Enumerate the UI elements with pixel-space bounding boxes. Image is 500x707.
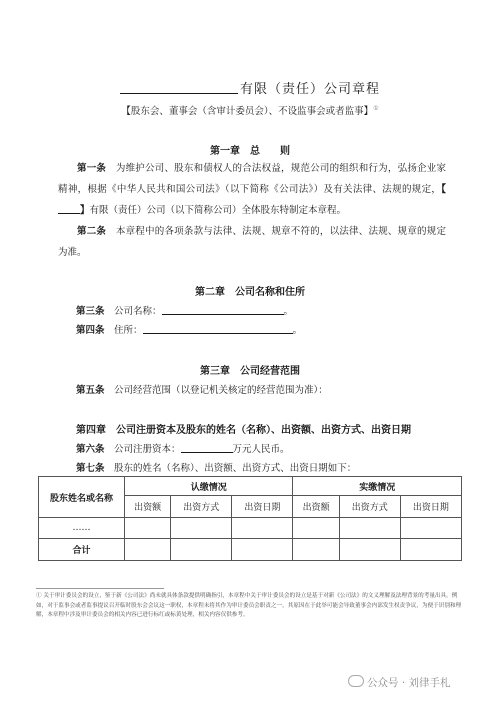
footnote-mark: ① — [36, 593, 42, 599]
article-1-text-a: 为维护公司、股东和债权人的合法权益，规范公司的组织和行为，弘扬企业家精神，根据《中华人民共和国公司法》（以下简称《公司法》）及有关法律、法规的规定， — [58, 163, 446, 195]
table-cell — [400, 518, 461, 539]
table-cell — [125, 539, 171, 561]
article-7-text: 股东的姓名（名称）、出资额、出资方式、出资日期如下： — [114, 463, 357, 474]
article-2-text: 本章程中的各项条款与法律、法规、规章不符的，以法律、法规、规章的规定为准。 — [58, 226, 446, 258]
article-1-label: 第一条 — [77, 163, 107, 174]
article-6-text: 公司注册资本： — [114, 444, 181, 455]
article-3-end: 。 — [283, 306, 294, 317]
table-header-row — [39, 477, 462, 496]
article-5-label: 第五条 — [76, 385, 105, 396]
shareholder-table — [38, 476, 462, 561]
table-cell — [339, 518, 400, 539]
row-ellipsis-label: …… — [39, 518, 125, 539]
table-cell — [232, 539, 293, 561]
article-7-label: 第七条 — [76, 463, 105, 474]
article-1-bracket-close: 】 — [80, 205, 90, 216]
title-text: 有限（责任）公司章程 — [239, 82, 380, 97]
article-4-text: 住所： — [114, 325, 143, 336]
article-7 — [76, 460, 356, 474]
chapter-3-heading: 第三章 公司经营范围 — [200, 366, 300, 377]
col-paid-amount: 出资额 — [293, 496, 339, 518]
col-subscribed-amount: 出资额 — [125, 496, 171, 518]
article-6-label: 第六条 — [76, 444, 105, 455]
chapter-2-heading: 第二章 公司名称和住所 — [195, 287, 305, 298]
article-4-label: 第四条 — [76, 325, 105, 336]
col-paid-method: 出资方式 — [339, 496, 400, 518]
table-cell — [232, 518, 293, 539]
footnote — [36, 592, 466, 621]
article-5-text: 公司经营范围（以登记机关核定的经营范围为准）： — [114, 385, 328, 396]
article-1-bracket-open: 【 — [441, 184, 446, 195]
table-cell — [400, 539, 461, 561]
article-2 — [58, 221, 446, 263]
table-cell — [171, 518, 232, 539]
table-cell — [125, 518, 171, 539]
footnote-divider — [36, 588, 164, 589]
document-title — [0, 78, 500, 97]
col-group-subscribed: 认缴情况 — [125, 477, 293, 496]
row-total-label: 合计 — [39, 539, 125, 561]
article-5 — [76, 382, 328, 396]
col-paid-date: 出资日期 — [400, 496, 461, 518]
article-1-text-b: 有限（责任）公司（以下简称公司）全体股东特制定本章程。 — [89, 205, 347, 216]
table-cell — [293, 539, 339, 561]
company-name-blank — [120, 93, 238, 94]
chapter-4-heading: 第四章 公司注册资本及股东的姓名（名称）、出资额、出资方式、出资日期 — [76, 425, 411, 436]
table-cell — [293, 518, 339, 539]
table-total-row — [39, 539, 462, 561]
registered-capital-field — [181, 452, 233, 453]
article-4-end: 。 — [292, 325, 303, 336]
table-cell — [171, 539, 232, 561]
article-4 — [76, 322, 302, 336]
wechat-icon — [348, 675, 364, 687]
article-1 — [58, 158, 446, 221]
article-6 — [76, 441, 290, 455]
company-name-field — [162, 314, 284, 315]
article-2-label: 第二条 — [77, 226, 107, 237]
subtitle-footnote-mark: ① — [373, 104, 379, 112]
footnote-text: 关于审计委员会的设立，鉴于新《公司法》尚未就具体条款提供明确指引，本章程中关于审计委员会的设立是基于对新《公司法》的文义理解及法理背景的考量出具。例如，对于监事会或者监事提议召开临时股东会会议这一职权，本章程未将其作为审计委员会职责之一，其原因在于此举可能会导致董事会内部发生权责争议，为便于识别和理解，本章程中涉及审计委员会的相关内容已进行标红或标黄处理，相关内容仅供参考。 — [36, 593, 462, 618]
article-3-label: 第三条 — [76, 306, 105, 317]
subtitle-text: 【股东会、董事会（含审计委员会）、不设监事会或者监事】 — [121, 106, 374, 117]
article-3 — [76, 303, 293, 317]
table-row — [39, 518, 462, 539]
col-group-paid: 实缴情况 — [293, 477, 462, 496]
chapter-1-heading: 第一章 总 则 — [210, 146, 290, 157]
col-shareholder-name: 股东姓名或名称 — [39, 477, 125, 518]
col-subscribed-method: 出资方式 — [171, 496, 232, 518]
watermark-text: 公众号 · 刘律手札 — [367, 677, 451, 689]
col-subscribed-date: 出资日期 — [232, 496, 293, 518]
article-1-blank — [58, 213, 80, 214]
article-6-end: 万元人民币。 — [232, 444, 290, 455]
document-subtitle — [0, 103, 500, 117]
article-3-text: 公司名称： — [114, 306, 162, 317]
wechat-watermark — [348, 675, 451, 690]
address-field — [143, 333, 293, 334]
table-cell — [339, 539, 400, 561]
